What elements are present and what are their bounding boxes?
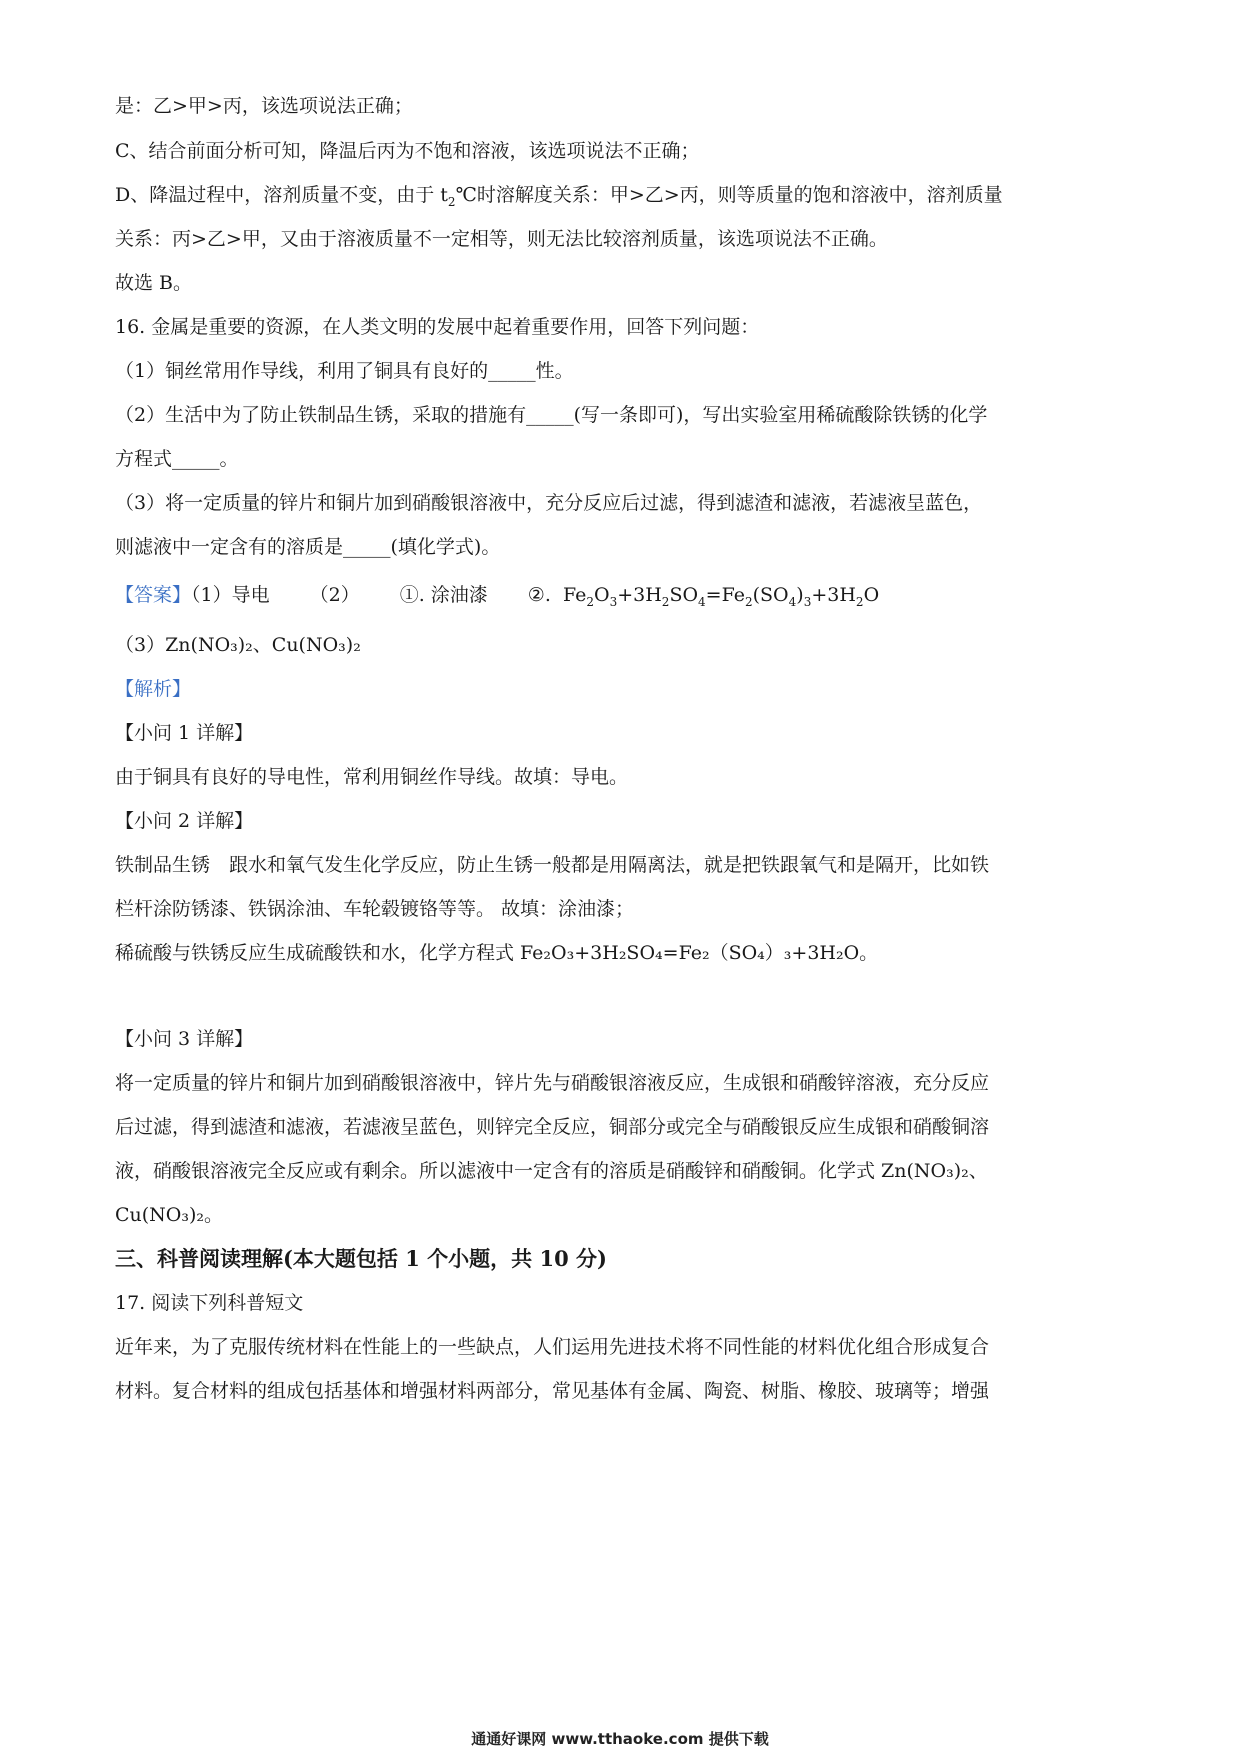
text-line: 稀硫酸与铁锈反应生成硫酸铁和水，化学方程式 Fe₂O₃+3H₂SO₄=Fe₂（SO₄）₃+3H₂O。 — [115, 942, 879, 964]
text-line: 材料。复合材料的组成包括基体和增强材料两部分，常见基体有金属、陶瓷、树脂、橡胶、玻璃等；增强 — [115, 1380, 990, 1402]
subquestion-title: 【小问 2 详解】 — [115, 810, 254, 832]
text-line: 将一定质量的锌片和铜片加到硝酸银溶液中，锌片先与硝酸银溶液反应，生成银和硝酸锌溶液，充分反应 — [115, 1072, 990, 1094]
text-line — [115, 182, 1003, 215]
text-fragment: D、降温过程中，溶剂质量不变，由于 t — [115, 184, 448, 206]
question-17: 17. 阅读下列科普短文 — [115, 1292, 304, 1314]
question-line: 方程式_____。 — [115, 448, 239, 470]
answer-line: （3）Zn(NO₃)₂、Cu(NO₃)₂ — [115, 634, 361, 656]
text-line: 铁制品生锈 跟水和氧气发生化学反应，防止生锈一般都是用隔离法，就是把铁跟氧气和是隔开，比如铁 — [115, 854, 990, 876]
answer-part: ①. 涂油漆 — [399, 584, 488, 606]
text-line: C、结合前面分析可知，降温后丙为不饱和溶液，该选项说法不正确； — [115, 140, 700, 162]
answer-part: ②. — [527, 584, 551, 606]
text-line: Cu(NO₃)₂。 — [115, 1204, 224, 1226]
question-16: 16. 金属是重要的资源，在人类文明的发展中起着重要作用，回答下列问题： — [115, 316, 760, 338]
text-line: 近年来，为了克服传统材料在性能上的一些缺点，人们运用先进技术将不同性能的材料优化组合形成复合 — [115, 1336, 990, 1358]
text-fragment: ℃时溶解度关系：甲>乙>丙，则等质量的饱和溶液中，溶剂质量 — [455, 184, 1003, 206]
text-line: 是：乙>甲>丙，该选项说法正确； — [115, 95, 413, 117]
section-heading: 三、科普阅读理解(本大题包括 1 个小题，共 10 分) — [115, 1246, 607, 1271]
subscript: 2 — [447, 194, 456, 209]
chemical-equation: $Fe_2O_3+3H_2SO_4=Fe_2(SO_4)_3+3H_2O$ — [562, 584, 880, 609]
question-line: （3）将一定质量的锌片和铜片加到硝酸银溶液中，充分反应后过滤，得到滤渣和滤液，若滤液呈蓝色， — [115, 492, 983, 514]
text-line: 由于铜具有良好的导电性，常利用铜丝作导线。故填：导电。 — [115, 766, 629, 788]
subquestion-title: 【小问 3 详解】 — [115, 1028, 254, 1050]
answer-label: 【答案】 — [115, 584, 192, 606]
question-line: （2）生活中为了防止铁制品生锈，采取的措施有_____(写一条即可)，写出实验室用稀硫酸除铁锈的化学 — [115, 404, 988, 426]
subquestion-title: 【小问 1 详解】 — [115, 722, 254, 744]
question-line: 则滤液中一定含有的溶质是_____(填化学式)。 — [115, 536, 501, 558]
text-line: 栏杆涂防锈漆、铁锅涂油、车轮毂镀铬等等。 故填：涂油漆； — [115, 898, 635, 920]
answer-part: （1）导电 — [191, 584, 270, 606]
answer-line — [115, 582, 879, 615]
analysis-label: 【解析】 — [115, 678, 192, 700]
text-line: 故选 B。 — [115, 272, 193, 294]
footer: 通通好课网 www.tthaoke.com 提供下载 — [471, 1730, 769, 1748]
answer-part: （2） — [309, 584, 360, 606]
text-line: 液，硝酸银溶液完全反应或有剩余。所以滤液中一定含有的溶质是硝酸锌和硝酸铜。化学式 Zn(NO₃)₂、 — [115, 1160, 988, 1182]
text-line: 关系：丙>乙>甲，又由于溶液质量不一定相等，则无法比较溶剂质量，该选项说法不正确。 — [115, 228, 888, 250]
text-line: 后过滤，得到滤渣和滤液，若滤液呈蓝色，则锌完全反应，铜部分或完全与硝酸银反应生成银和硝酸铜溶 — [115, 1116, 990, 1138]
question-line: （1）铜丝常用作导线，利用了铜具有良好的_____性。 — [115, 360, 574, 382]
